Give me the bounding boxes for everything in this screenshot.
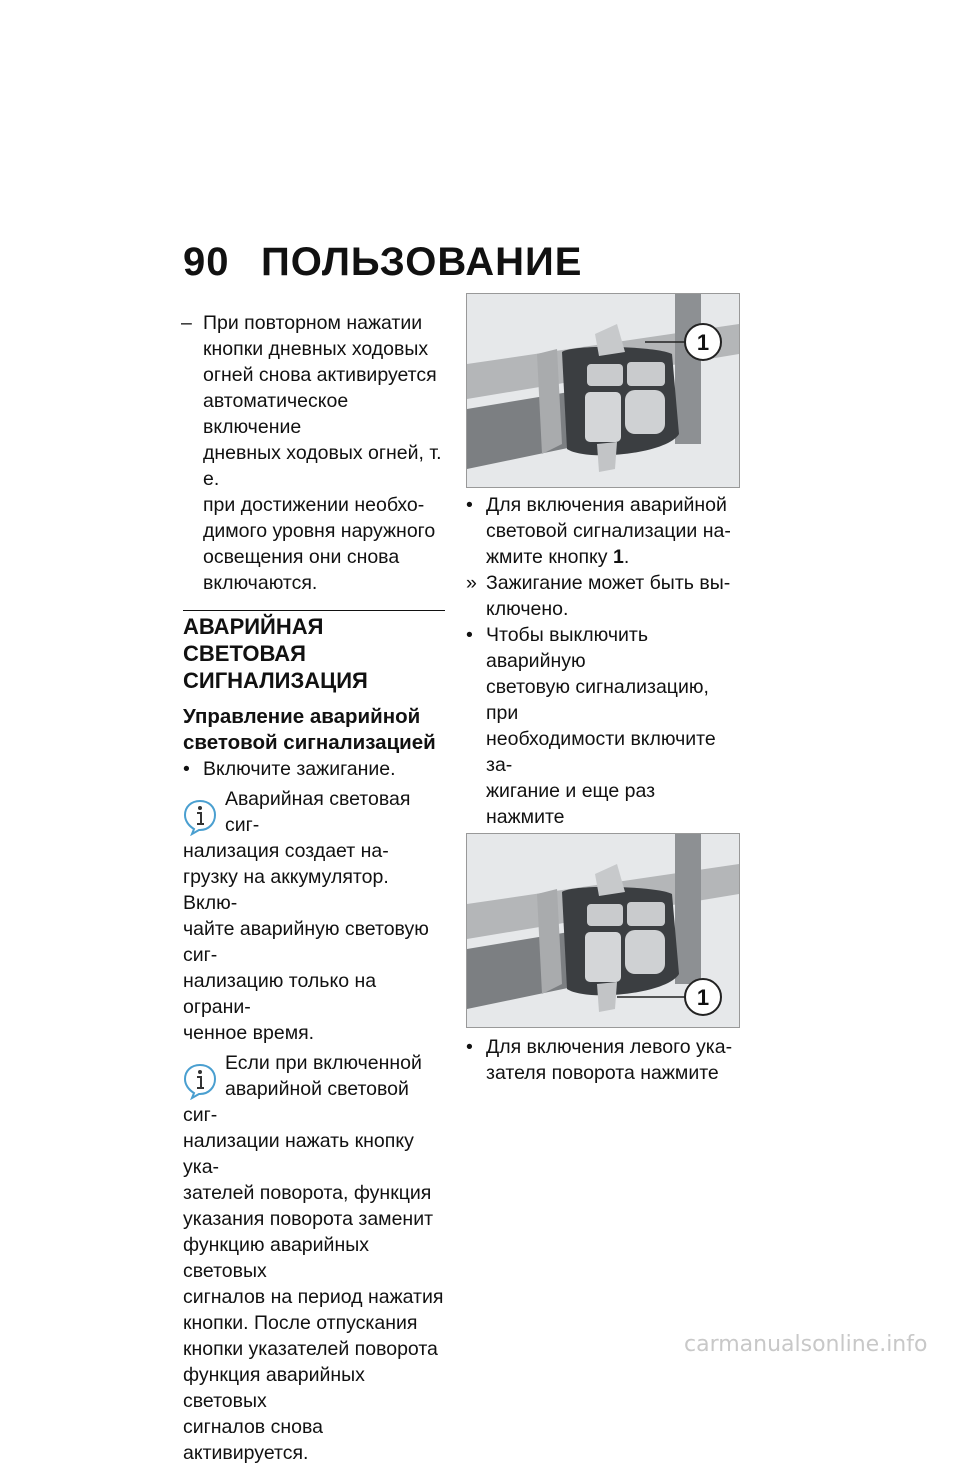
step-text: световой сигнализации на- [486,520,731,542]
step-item [466,1034,738,1086]
handlebar-switch-figure [466,833,740,1028]
subsection-title [183,704,445,756]
step-item [183,756,445,782]
handlebar-switch-figure [466,293,740,488]
note-line: Аварийная световая сиг- [225,788,411,836]
note-line: аварийной световой сиг- [183,1078,409,1126]
step-text: необходимости включите за- [486,728,716,776]
subsection-title-line: Управление аварийной [183,705,421,728]
note-line: грузку на аккумулятор. Вклю- [183,866,389,914]
note-line: сигналов на период нажатия [183,1286,444,1308]
step-item [466,622,738,856]
text-line: при достижении необхо- [203,494,425,516]
step-text: Для включения левого ука- [486,1036,733,1058]
note-line: нализации нажать кнопку ука- [183,1130,414,1178]
dash-marker: – [181,312,192,334]
note-line: нализация создает на- [183,840,389,862]
note-line: функцию аварийных световых [183,1234,369,1282]
text-line: огней снова активируется [203,364,437,386]
result-item [466,570,738,622]
note-line: Если при включенной [225,1052,422,1074]
step-item [466,492,738,570]
info-icon [183,1062,217,1100]
step-text-part: жмите кнопку [486,546,608,568]
text-line: димого уровня наружного [203,520,436,542]
note-line: нализацию только на ограни- [183,970,377,1018]
text-line: освещения они снова [203,546,400,568]
note-block [183,1050,445,1466]
handlebar-illustration [467,294,739,487]
watermark-link[interactable]: carmanualsonline.info [684,1332,928,1357]
step-text [486,544,738,570]
result-text: Зажигание может быть вы- [486,572,731,594]
step-text-end: . [623,546,630,568]
note-line: зателей поворота, функция [183,1182,432,1204]
note-line: кнопки. После отпускания [183,1312,418,1334]
bullet-marker: • [466,1036,473,1058]
info-icon [183,798,217,836]
section-divider [183,610,445,694]
note-line: чайте аварийную световую сиг- [183,918,429,966]
figure-callout: 1 [696,985,710,1010]
subsection-title-line: световой сигнализацией [183,731,436,754]
text-line: При повторном нажатии [203,312,423,334]
result-marker: » [466,572,477,594]
note-line: ченное время. [183,1022,315,1044]
step-text: жигание и еще раз нажмите [486,780,656,828]
step-text: Для включения аварийной [486,494,727,516]
note-line: указания поворота заменит [183,1208,434,1230]
key-reference: 1 [612,546,624,568]
handlebar-illustration [467,834,739,1027]
note-block [183,786,445,1046]
result-text: ключено. [486,598,569,620]
bullet-marker: • [466,494,473,516]
note-line: сигналов снова активируется. [183,1416,323,1464]
section-title-line: АВАРИЙНАЯ СВЕТОВАЯ [183,614,324,666]
note-line: кнопки указателей поворота [183,1338,438,1360]
bullet-marker: • [183,758,190,780]
section-title-line: СИГНАЛИЗАЦИЯ [183,668,368,693]
step-text: Включите зажигание. [203,758,396,780]
figure-callout: 1 [696,330,710,355]
left-column [183,310,445,1466]
intro-paragraph [183,310,445,596]
note-line: функция аварийных световых [183,1364,365,1412]
text-line: кнопки дневных ходовых [203,338,429,360]
page-title: ПОЛЬЗОВАНИЕ [261,240,583,284]
page-number: 90 [183,240,230,284]
step-text: световую сигнализацию, при [486,676,709,724]
step-text: зателя поворота нажмите [486,1062,719,1084]
page-header [183,240,582,285]
text-line: автоматическое включение [203,390,349,438]
right-column-bottom [466,1034,738,1086]
text-line: включаются. [203,572,318,594]
step-text: Чтобы выключить аварийную [486,624,648,672]
text-line: дневных ходовых огней, т. е. [203,442,442,490]
bullet-marker: • [466,624,473,646]
